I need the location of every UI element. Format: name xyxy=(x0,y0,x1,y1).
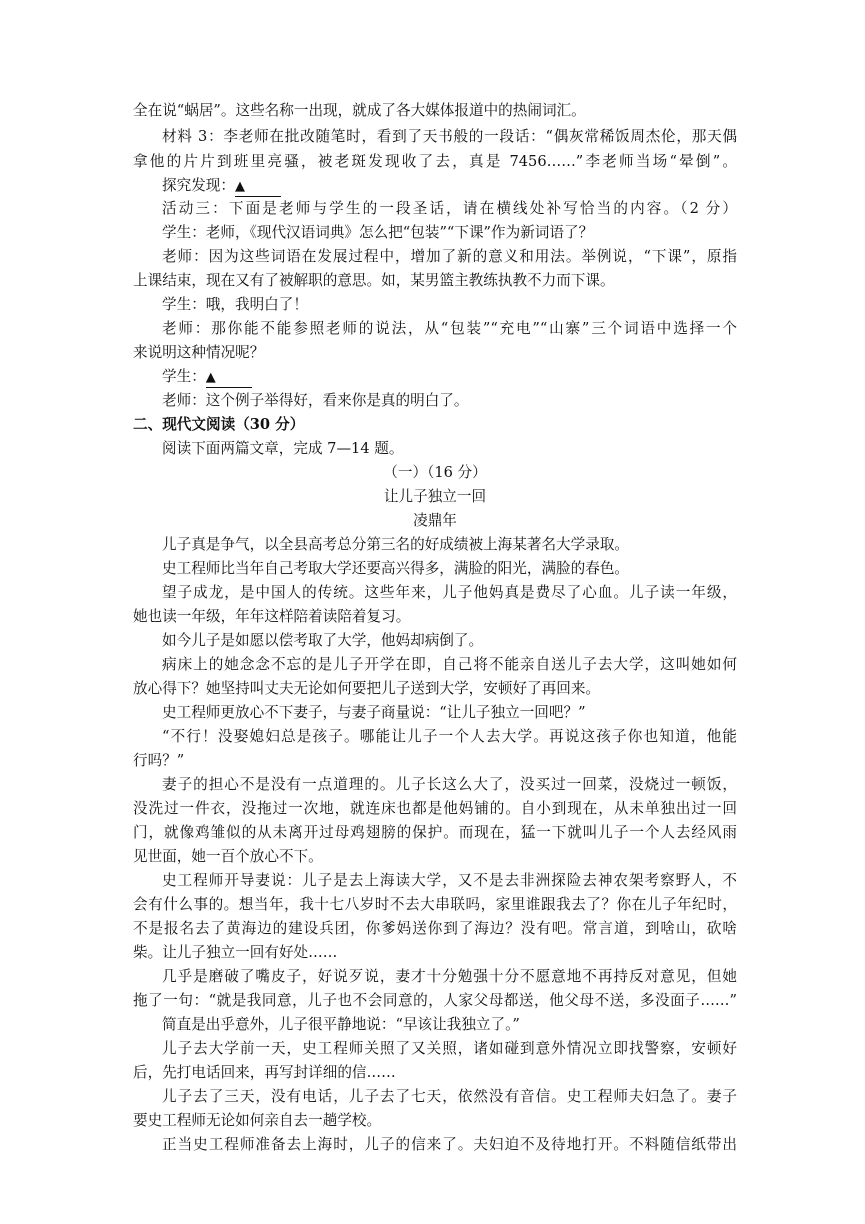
text-line: 史工程师比当年自己考取大学还要高兴得多，满脸的阳光，满脸的春色。 xyxy=(162,560,630,577)
text-line: 要史工程师无论如何亲自去一趟学校。 xyxy=(133,1112,382,1129)
text-line: 病床上的她念念不忘的是儿子开学在即，自己将不能亲自送儿子去大学，这叫她如何 xyxy=(162,656,737,673)
text-line: 会有什么事的。想当年，我十七八岁时不去大串联吗，家里谁跟我去了？你在儿子年纪时， xyxy=(133,896,737,913)
text-line: 史工程师开导妻说：儿子是去上海读大学，又不是去非洲探险去神农架考察野人，不 xyxy=(162,872,737,889)
student-label: 学生： xyxy=(162,368,206,385)
text-line xyxy=(162,174,737,198)
text-line: 不是报名去了黄海边的建设兵团，你爹妈送你到了海边？没有吧。常言道，到啥山，砍啥 xyxy=(133,920,737,937)
text-line: 放心得下？她坚持叫丈夫无论如何要把儿子送到大学，安顿好了再回来。 xyxy=(133,680,601,697)
text-line: 望子成龙，是中国人的传统。这些年来，儿子他妈真是费尽了心血。儿子读一年级， xyxy=(162,584,737,601)
article-author: 凌鼎年 xyxy=(413,512,457,529)
text-line: 阅读下面两篇文章，完成 7—14 题。 xyxy=(162,440,404,457)
text-line: 她也读一年级，年年这样陪着读陪着复习。 xyxy=(133,608,411,625)
text-line: 门，就像鸡雏似的从未离开过母鸡翅膀的保护。而现在，猛一下就叫儿子一个人去经风雨 xyxy=(133,824,737,841)
text-line: 简直是出乎意外，儿子很平静地说：“早该让我独立了。” xyxy=(162,1016,520,1033)
text-line: 材料 3：李老师在批改随笔时，看到了天书般的一段话：“偶灰常稀饭周杰伦，那天偶 xyxy=(162,128,737,145)
text-line: 几乎是磨破了嘴皮子，好说歹说，妻才十分勉强十分不愿意地不再持反对意见，但她 xyxy=(162,968,737,985)
part-label: （一）（16 分） xyxy=(383,464,487,481)
answer-blank-student[interactable]: ▲ xyxy=(206,369,252,388)
text-line: 学生：哦，我明白了！ xyxy=(162,296,308,313)
text-line: 如今儿子是如愿以偿考取了大学，他妈却病倒了。 xyxy=(162,632,484,649)
text-line: 后，先打电话回来，再写封详细的信…… xyxy=(133,1064,396,1081)
text-line: 正当史工程师准备去上海时，儿子的信来了。夫妇迫不及待地打开。不料随信纸带出 xyxy=(162,1136,737,1153)
text-line: 见世面，她一百个放心不下。 xyxy=(133,848,323,865)
text-line: 活动三：下面是老师与学生的一段圣话，请在横线处补写恰当的内容。（2 分） xyxy=(162,200,737,217)
text-line: 老师：因为这些词语在发展过程中，增加了新的意义和用法。举例说，“下课”，原指 xyxy=(162,248,737,265)
text-line: 没洗过一件衣，没拖过一次地，就连床也都是他妈铺的。自小到现在，从未单独出过一回 xyxy=(133,800,737,817)
text-line: 儿子真是争气，以全县高考总分第三名的好成绩被上海某著名大学录取。 xyxy=(162,536,630,553)
text-line: 柴。让儿子独立一回有好处…… xyxy=(133,944,338,961)
text-line: 儿子去大学前一天，史工程师关照了又关照，诸如碰到意外情况立即找警察，安顿好 xyxy=(162,1040,737,1057)
text-line: 老师：这个例子举得好，看来你是真的明白了。 xyxy=(162,392,469,409)
text-line: 史工程师更放心不下妻子，与妻子商量说：“让儿子独立一回吧？” xyxy=(162,704,586,721)
text-line xyxy=(162,365,737,389)
text-line: “不行！没娶媳妇总是孩子。哪能让儿子一个人去大学。再说这孩子你也知道，他能 xyxy=(162,728,737,745)
text-line: 来说明这种情况呢？ xyxy=(133,344,265,361)
text-line: 老师：那你能不能参照老师的说法，从“包装”“充电”“山寨”三个词语中选择一个 xyxy=(162,320,737,337)
discovery-label: 探究发现： xyxy=(162,177,235,194)
text-line: 拖了一句：“就是我同意，儿子也不会同意的，人家父母都送，他父母不送，多没面子……” xyxy=(133,992,737,1009)
answer-blank-discovery[interactable]: ▲ xyxy=(235,178,281,197)
text-line: 拿他的片片到班里亮骚，被老斑发现收了去，真是 7456……”李老师当场“晕倒”。 xyxy=(133,153,737,170)
text-line: 儿子去了三天，没有电话，儿子去了七天，依然没有音信。史工程师夫妇急了。妻子 xyxy=(162,1088,737,1105)
text-line: 学生：老师，《现代汉语词典》怎么把“包装”“下课”作为新词语了？ xyxy=(162,224,594,241)
text-line: 妻子的担心不是没有一点道理的。儿子长这么大了，没买过一回菜，没烧过一顿饭， xyxy=(162,776,737,793)
text-line: 行吗？” xyxy=(133,752,185,769)
article-title: 让儿子独立一回 xyxy=(383,488,487,505)
text-line: 上课结束，现在又有了被解职的意思。如，某男篮主教练执教不力而下课。 xyxy=(133,272,615,289)
text-line: 全在说“蜗居”。这些名称一出现，就成了各大媒体报道中的热闹词汇。 xyxy=(133,102,586,119)
section-heading: 二、现代文阅读（30 分） xyxy=(133,416,305,433)
